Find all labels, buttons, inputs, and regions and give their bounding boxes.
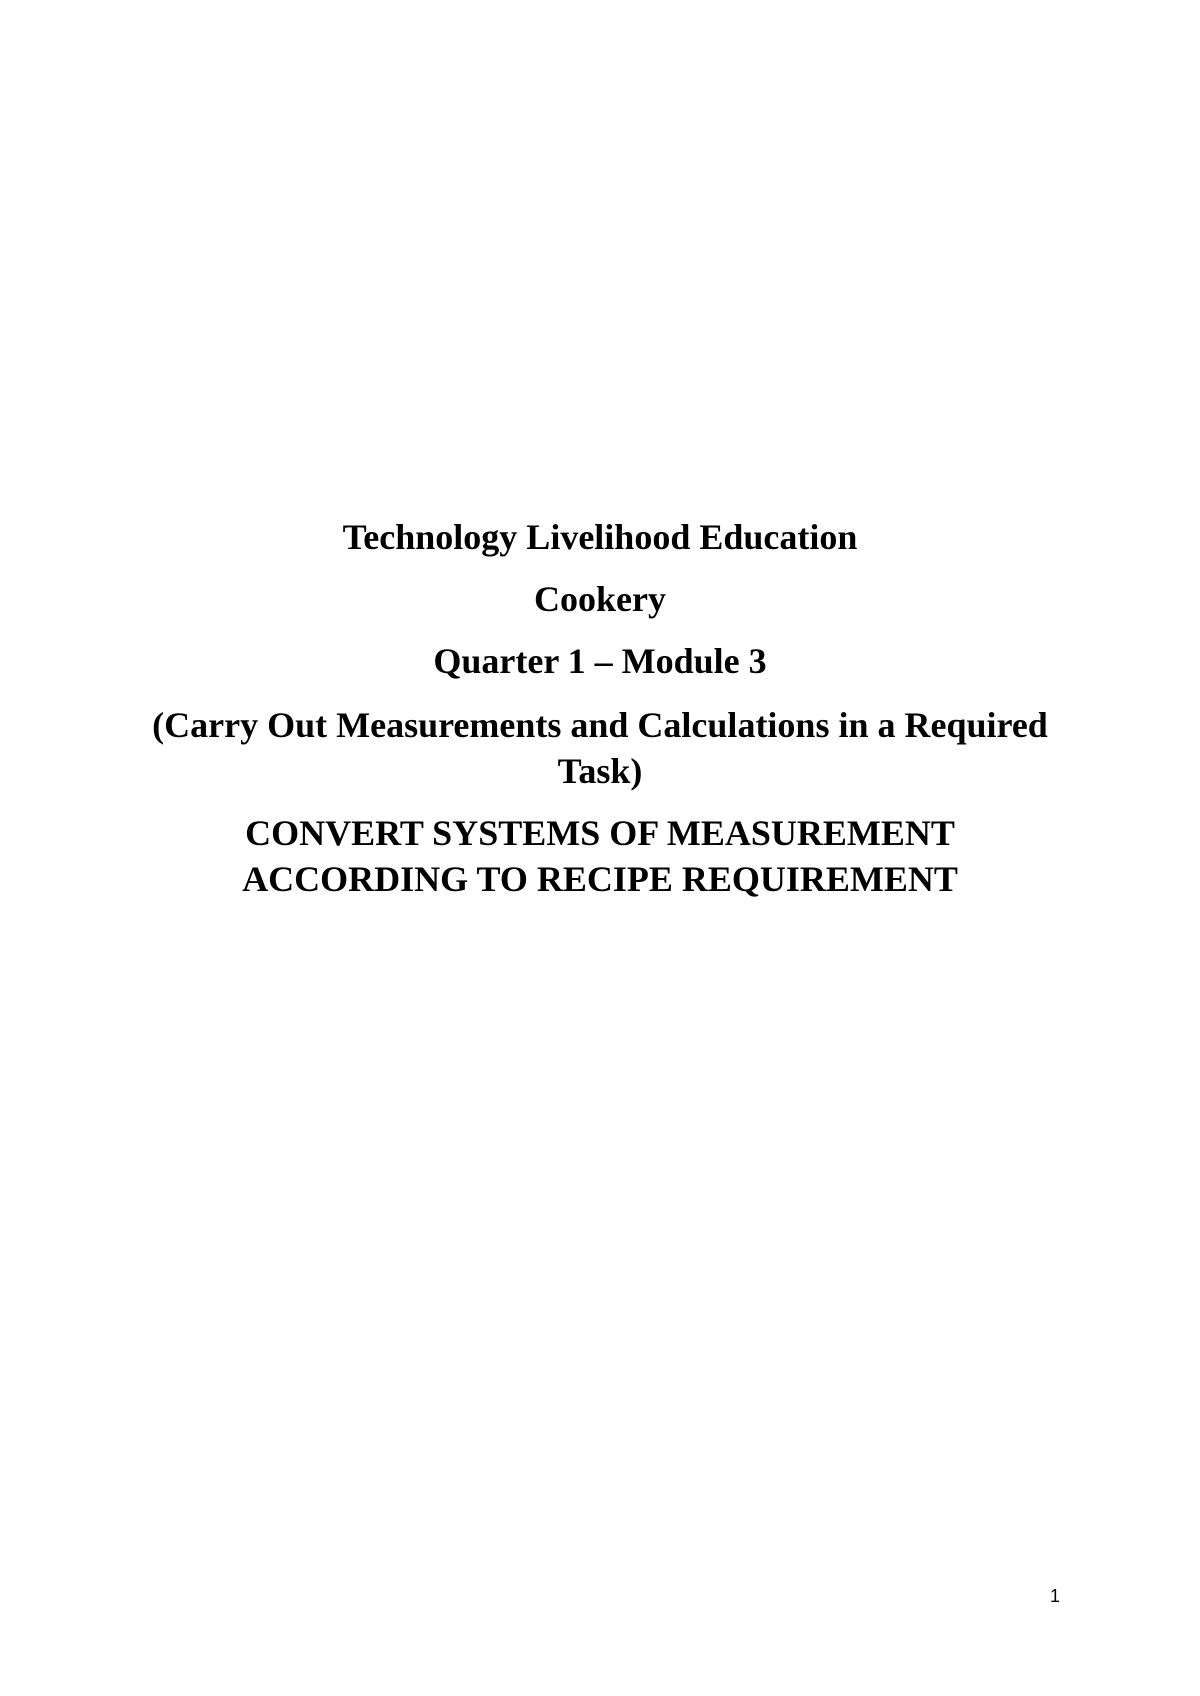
module-headline bbox=[0, 810, 1200, 902]
headline-line-1: CONVERT SYSTEMS OF MEASUREMENT bbox=[245, 813, 955, 853]
subject-title: Cookery bbox=[534, 579, 666, 619]
headline-line-2: ACCORDING TO RECIPE REQUIREMENT bbox=[242, 859, 958, 899]
cover-title-block bbox=[0, 516, 1200, 902]
page-number: 1 bbox=[1049, 1586, 1060, 1606]
module-subtitle: (Carry Out Measurements and Calculations in a Required Task) bbox=[152, 705, 1048, 791]
module-title: Quarter 1 – Module 3 bbox=[433, 641, 767, 681]
course-title: Technology Livelihood Education bbox=[342, 517, 858, 557]
